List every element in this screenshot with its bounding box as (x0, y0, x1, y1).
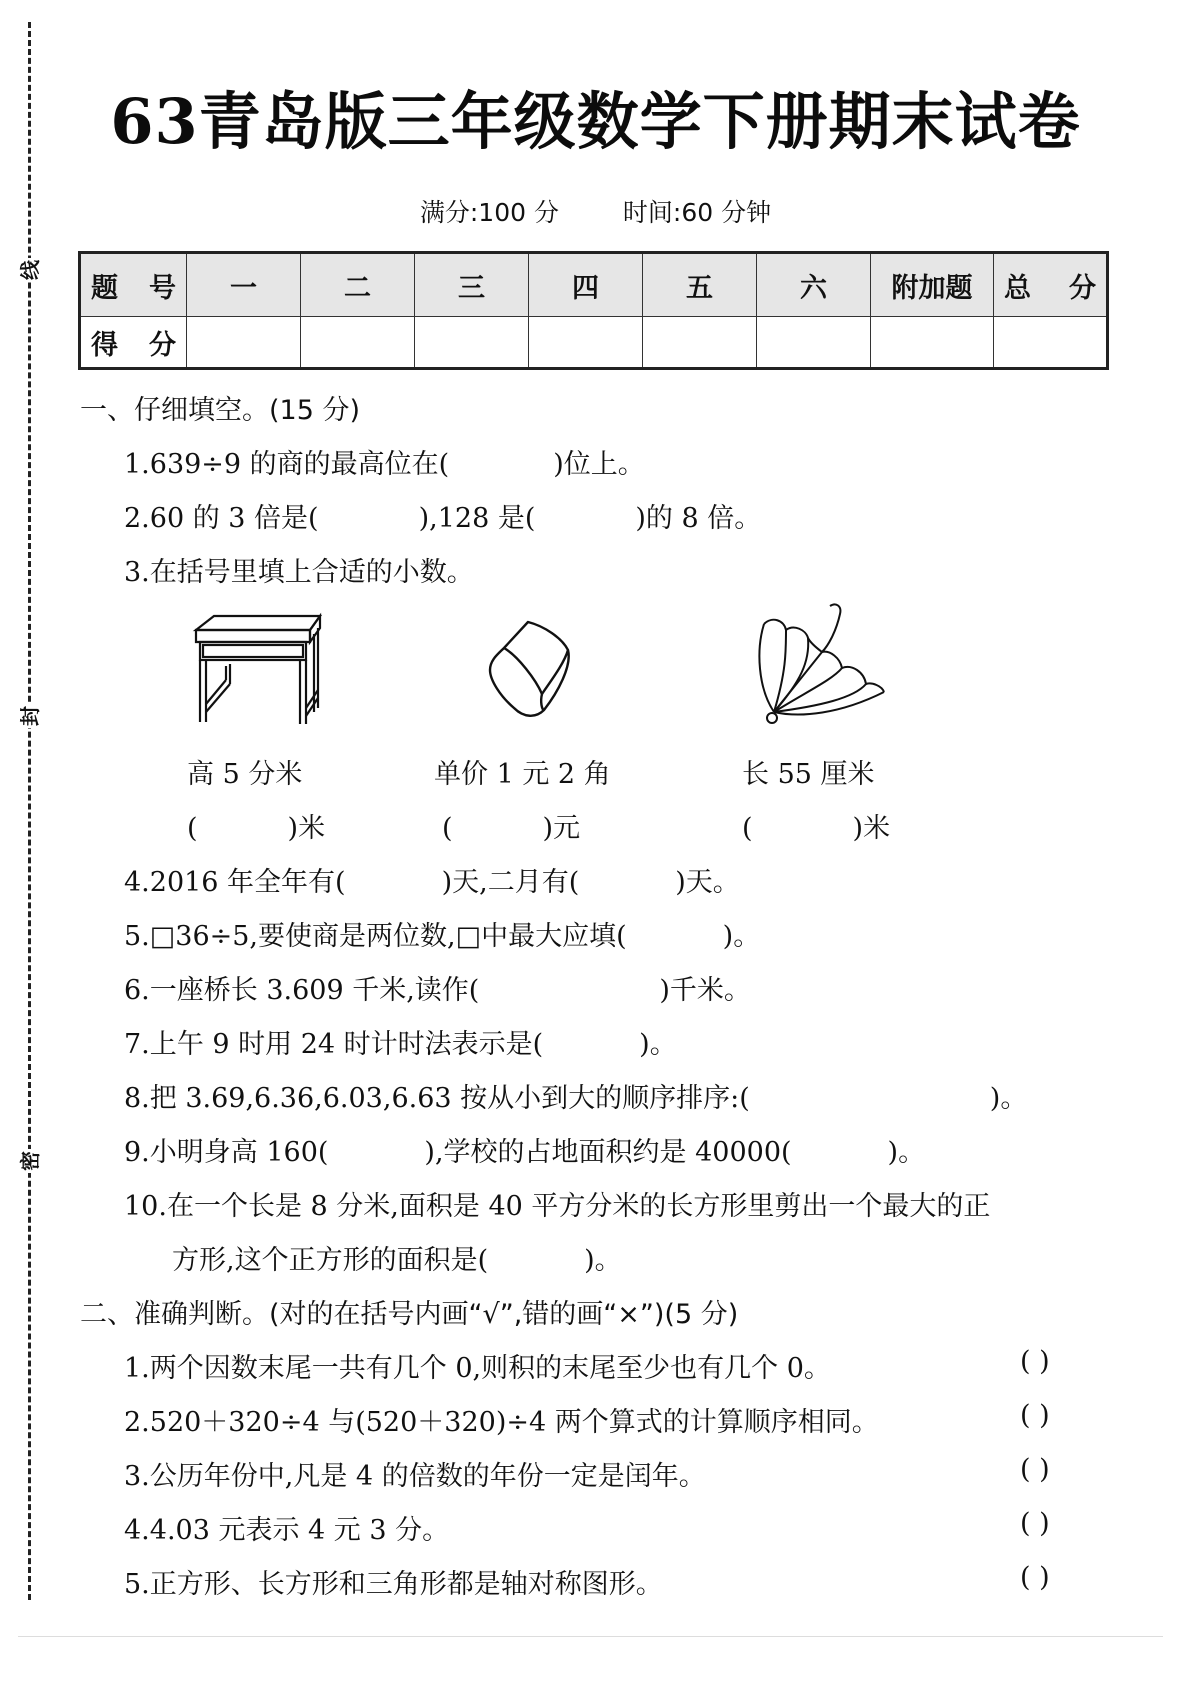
question-1-4 (124, 860, 740, 899)
question-text: )。 (584, 1245, 622, 1276)
question-text: 639÷9 的商的最高位在( (149, 449, 450, 480)
paren-open: ( (187, 813, 198, 844)
exam-time: 时间:60 分钟 (622, 198, 772, 227)
question-text: 方形,这个正方形的面积是( (172, 1245, 489, 1276)
question-text: )天,二月有( (441, 867, 580, 898)
question-number: 2. (124, 503, 150, 534)
figure-eraser-answer (442, 806, 580, 845)
score-label-left: 得 (91, 329, 118, 361)
question-text: □36÷5,要使商是两位数,□中最大应填( (149, 921, 627, 952)
judge-answer-box-4[interactable]: ( ) (1020, 1508, 1050, 1539)
question-text: )的 8 倍。 (635, 503, 762, 534)
question-text: 正方形、长方形和三角形都是轴对称图形。 (149, 1569, 663, 1600)
question-1-3 (124, 550, 474, 589)
question-text: 小明身高 160( (149, 1137, 329, 1168)
question-text: 两个因数末尾一共有几个 0,则积的末尾至少也有几个 0。 (149, 1353, 831, 1384)
question-1-8 (124, 1076, 1027, 1115)
score-label-right: 分 (149, 329, 176, 361)
question-text: 2016 年全年有( (149, 867, 346, 898)
binding-label-xian: 线 (18, 260, 42, 280)
question-text: 520＋320÷4 与(520＋320)÷4 两个算式的计算顺序相同。 (149, 1407, 879, 1438)
header-label-cell (80, 253, 187, 317)
score-cell[interactable] (643, 317, 757, 369)
question-text: 公历年份中,凡是 4 的倍数的年份一定是闰年。 (149, 1461, 706, 1492)
section-2-heading: 二、准确判断。(对的在括号内画“√”,错的画“×”)(5 分) (80, 1299, 739, 1330)
binding-label-mi: 密 (18, 1151, 42, 1171)
column-header: 二 (301, 253, 415, 317)
score-cell[interactable] (301, 317, 415, 369)
judge-answer-box-2[interactable]: ( ) (1020, 1400, 1050, 1431)
paren-close-unit: )元 (542, 813, 581, 844)
question-text: )。 (887, 1137, 926, 1168)
question-number: 5. (124, 1569, 150, 1600)
judge-question-4 (124, 1508, 449, 1547)
question-number: 3. (124, 557, 150, 588)
column-header: 六 (757, 253, 871, 317)
question-number: 4. (124, 1515, 150, 1546)
paren-open: ( (742, 813, 753, 844)
question-number: 8. (124, 1083, 150, 1114)
question-text: 在一个长是 8 分米,面积是 40 平方分米的长方形里剪出一个最大的正 (166, 1191, 991, 1222)
total-label-left: 总 (1004, 272, 1031, 304)
question-text: )位上。 (553, 449, 645, 480)
column-header: 附加题 (871, 253, 994, 317)
question-text: )。 (722, 921, 761, 952)
total-header-cell (994, 253, 1108, 317)
question-1-2 (124, 496, 761, 535)
judge-question-2 (124, 1400, 879, 1439)
question-text: ),学校的占地面积约是 40000( (424, 1137, 792, 1168)
judge-answer-box-5[interactable]: ( ) (1020, 1562, 1050, 1593)
column-header: 五 (643, 253, 757, 317)
score-label-cell (80, 317, 187, 369)
question-1-1 (124, 442, 645, 481)
score-cell[interactable] (187, 317, 301, 369)
question-text: 上午 9 时用 24 时计时法表示是( (149, 1029, 544, 1060)
header-label-right: 号 (149, 272, 176, 304)
question-text: 一座桥长 3.609 千米,读作( (149, 975, 480, 1006)
column-header: 四 (529, 253, 643, 317)
question-1-10-continued (172, 1238, 622, 1277)
question-text: 4.03 元表示 4 元 3 分。 (149, 1515, 450, 1546)
desk-icon (190, 612, 330, 732)
umbrella-icon (750, 602, 890, 732)
question-1-9 (124, 1130, 925, 1169)
judge-answer-box-1[interactable]: ( ) (1020, 1346, 1050, 1377)
paren-close-unit: )米 (852, 813, 891, 844)
full-score: 满分:100 分 (419, 198, 559, 227)
question-number: 3. (124, 1461, 150, 1492)
question-1-6 (124, 968, 751, 1007)
figure-eraser-label: 单价 1 元 2 角 (434, 759, 611, 790)
figure-umbrella-answer (742, 806, 890, 845)
column-header: 一 (187, 253, 301, 317)
page-bottom-divider (18, 1636, 1163, 1637)
question-text: 把 3.69,6.36,6.03,6.63 按从小到大的顺序排序:( (149, 1083, 750, 1114)
question-text: 60 的 3 倍是( (149, 503, 319, 534)
header-label-left: 题 (91, 272, 118, 304)
question-text: )。 (989, 1083, 1028, 1114)
question-number: 9. (124, 1137, 150, 1168)
question-number: 10. (124, 1191, 167, 1222)
score-table-score-row (80, 317, 1108, 369)
binding-label-feng: 封 (18, 706, 42, 726)
judge-question-3 (124, 1454, 706, 1493)
question-text: ),128 是( (418, 503, 536, 534)
score-cell[interactable] (871, 317, 994, 369)
figure-desk-answer (187, 806, 325, 845)
judge-question-1 (124, 1346, 831, 1385)
score-table (78, 251, 1109, 370)
question-text: 在括号里填上合适的小数。 (149, 557, 474, 588)
eraser-icon (484, 616, 574, 726)
total-label-right: 分 (1069, 272, 1096, 304)
score-table-header-row (80, 253, 1108, 317)
question-number: 1. (124, 1353, 150, 1384)
question-number: 1. (124, 449, 150, 480)
paren-open: ( (442, 813, 453, 844)
paren-close-unit: )米 (287, 813, 326, 844)
column-header: 三 (415, 253, 529, 317)
figure-desk-label: 高 5 分米 (187, 759, 303, 790)
question-number: 5. (124, 921, 150, 952)
judge-question-5 (124, 1562, 663, 1601)
exam-meta (0, 193, 1191, 229)
judge-answer-box-3[interactable]: ( ) (1020, 1454, 1050, 1485)
question-1-7 (124, 1022, 677, 1061)
score-cell[interactable] (529, 317, 643, 369)
question-text: )千米。 (659, 975, 751, 1006)
question-1-5 (124, 914, 760, 953)
page-title: 63青岛版三年级数学下册期末试卷 (110, 85, 1081, 158)
question-text: )。 (639, 1029, 677, 1060)
question-text: )天。 (675, 867, 740, 898)
score-cell-total[interactable] (994, 317, 1108, 369)
figure-umbrella-label: 长 55 厘米 (742, 759, 875, 790)
question-1-10 (124, 1184, 990, 1223)
score-cell[interactable] (415, 317, 529, 369)
score-cell[interactable] (757, 317, 871, 369)
question-number: 6. (124, 975, 150, 1006)
question-number: 7. (124, 1029, 150, 1060)
section-1-heading: 一、仔细填空。(15 分) (80, 395, 361, 426)
question-number: 4. (124, 867, 150, 898)
question-number: 2. (124, 1407, 150, 1438)
